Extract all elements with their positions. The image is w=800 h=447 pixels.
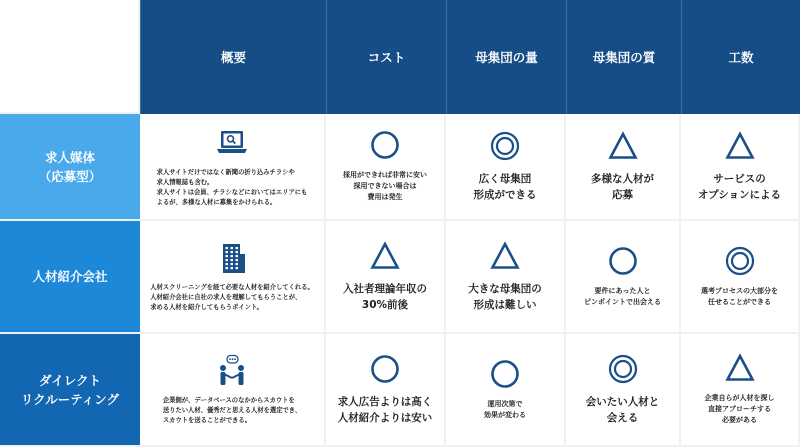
rating-text-line: 多様な人材が (591, 172, 654, 185)
rating-text (586, 394, 660, 426)
row-label-line: （応募型） (38, 168, 102, 184)
circle-symbol-icon (370, 354, 400, 384)
header-pool-quantity: 母集団の量 (446, 0, 566, 114)
rating-cell (446, 334, 566, 447)
rating-text-line: オプションによる (697, 188, 782, 201)
rating-text-line: 広く母集団 (478, 172, 532, 185)
rating-text-line: 必要がある (722, 416, 757, 424)
overview-description-line: 求人サイトは会員、チラシなどにおいてはエリアにも (156, 188, 308, 196)
rating-text-line: 形成は難しい (473, 298, 537, 311)
circle-symbol-icon (370, 130, 400, 160)
rating-cell (566, 221, 681, 334)
rating-text-line: 任せることができる (708, 297, 771, 306)
row-label-line: リクルーティング (20, 391, 120, 407)
office-building-icon (215, 241, 249, 275)
overview-description-line: よるが、多様な人材に募集をかけられる。 (156, 198, 277, 206)
laptop-search-icon (215, 126, 249, 160)
rating-text-line: 大きな母集団の (468, 282, 542, 295)
rating-text-line: 企業自らが人材を探し (704, 394, 775, 402)
rating-text-line: 選考プロセスの大部分を (701, 286, 778, 295)
rating-text (584, 286, 661, 308)
row-label (0, 114, 140, 221)
rating-text-line: 運用次第で (487, 399, 523, 408)
rating-text-line: 応募 (612, 188, 633, 201)
rating-text (468, 281, 542, 313)
overview-description-line: 人材紹介会社に自社の求人を理解してもらうことが、 (150, 293, 302, 301)
rating-text (343, 281, 427, 313)
rating-cell (681, 114, 800, 221)
rating-cell (446, 114, 566, 221)
overview-description (153, 396, 311, 426)
rating-cell (681, 334, 800, 447)
overview-description-line: 求人サイトだけではなく新聞の折り込みチラシや (156, 168, 295, 176)
row-label (0, 221, 140, 334)
rating-text-line: 入社者理論年収の (343, 282, 427, 295)
rating-cell (326, 114, 446, 221)
rating-cell (446, 221, 566, 334)
header-workload: 工数 (681, 0, 800, 114)
header-overview: 概要 (140, 0, 326, 114)
rating-text-line: 会える (606, 411, 639, 424)
overview-description (140, 283, 324, 313)
rating-text-line: 費用は発生 (367, 193, 403, 201)
triangle-symbol-icon (490, 241, 520, 271)
double-circle-symbol-icon (725, 246, 755, 276)
rating-text (338, 394, 433, 426)
rating-cell (326, 334, 446, 447)
rating-cell (681, 221, 800, 334)
row-label-line: 人材紹介会社 (32, 269, 108, 284)
overview-description-line: 送りたい人材、優秀だと思える人材を選定でき、 (162, 406, 302, 414)
rating-text-line: 人材紹介よりは安い (337, 411, 433, 424)
overview-cell (140, 334, 326, 447)
rating-text-line: 求人広告よりは高く (337, 395, 433, 408)
rating-text-line: 形成ができる (473, 188, 537, 201)
overview-description-line: 求める人材を紹介してもらうポイント。 (150, 303, 263, 311)
rating-text (474, 171, 537, 203)
overview-cell (140, 221, 326, 334)
circle-symbol-icon (608, 246, 638, 276)
overview-description-line: 企業側が、データベースのなかからスカウトを (162, 396, 295, 404)
triangle-symbol-icon (370, 241, 400, 271)
rating-cell (566, 114, 681, 221)
triangle-symbol-icon (725, 131, 755, 161)
rating-text-line: ピンポイントで出会える (584, 297, 661, 306)
double-circle-symbol-icon (490, 131, 520, 161)
rating-text (698, 171, 781, 203)
header-pool-quality: 母集団の質 (566, 0, 681, 114)
row-label-line: ダイレクト (38, 372, 101, 388)
rating-text-line: 会いたい人材と (585, 395, 660, 408)
overview-description-line: スカウトを送ることができる。 (162, 416, 252, 424)
rating-text (701, 286, 778, 308)
rating-cell (326, 221, 446, 334)
overview-cell (140, 114, 326, 221)
rating-text (705, 393, 775, 426)
row-label-line: 求人媒体 (44, 149, 95, 165)
overview-description (147, 168, 318, 208)
rating-text (484, 399, 526, 421)
rating-text-line: サービスの (713, 172, 766, 185)
rating-text-line: 採用できない場合は (353, 182, 417, 190)
rating-text (343, 170, 427, 203)
rating-text-line: 要件にあった人と (594, 286, 651, 295)
double-circle-symbol-icon (608, 354, 638, 384)
rating-text-line: 直接アプローチする (708, 405, 771, 413)
triangle-symbol-icon (608, 131, 638, 161)
rating-text (591, 171, 654, 203)
rating-text-line: 効果が変わる (484, 410, 526, 419)
header-cost: コスト (326, 0, 446, 114)
circle-symbol-icon (490, 359, 520, 389)
rating-text-line: 30%前後 (361, 298, 409, 311)
overview-description-line: 求人情報誌も含む。 (156, 178, 214, 186)
table-corner (0, 0, 140, 114)
people-chat-icon (215, 354, 249, 388)
rating-cell (566, 334, 681, 447)
overview-description-line: 人材スクリーニングを経て必要な人材を紹介してくれる。 (150, 283, 314, 291)
triangle-symbol-icon (725, 353, 755, 383)
rating-text-line: 採用ができれば非常に安い (343, 171, 427, 179)
row-label (0, 334, 140, 447)
